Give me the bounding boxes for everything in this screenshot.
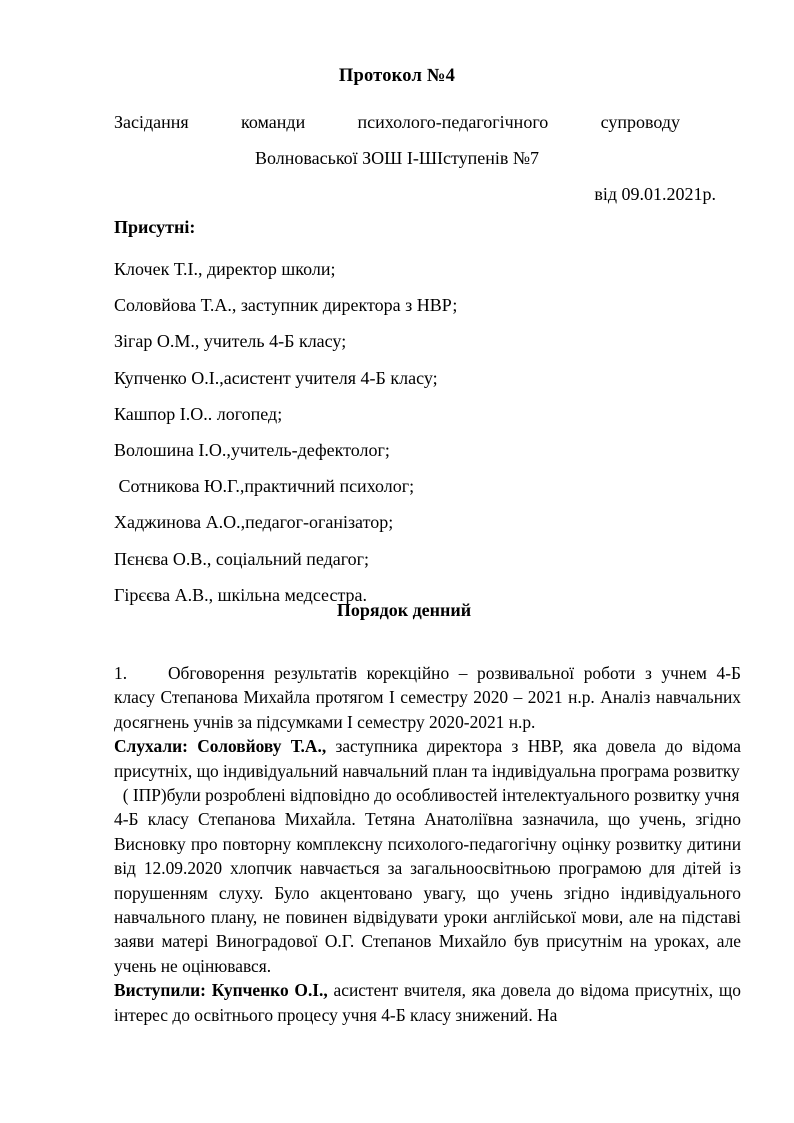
document-date: від 09.01.2021р.: [594, 184, 716, 204]
list-item: Купченко О.І.,асистент учителя 4-Б класу;: [114, 367, 438, 388]
main-paragraph: [114, 807, 741, 978]
document-subtitle-line-2: Волноваської ЗОШ І-ШІступенів №7: [254, 148, 540, 168]
ipr-text: ( ІПР)були розроблені відповідно до особливостей інтелектуального розвитку учня: [122, 785, 740, 806]
list-item: Соловйова Т.А., заступник директора з НВР;: [114, 295, 458, 316]
document-subtitle-line-1: Засідання команди психолого-педагогічного супроводу: [114, 112, 680, 132]
agenda-heading: Порядок денний: [336, 600, 472, 620]
agenda-item-text: Обговорення результатів корекційно – розвивальної роботи з учнем 4-Б класу Степанова Михайла протягом І семестру 2020 – 2021 н.р. Аналіз навчальних досягнень учнів за підсумками І семестру 2020-2021 н.р.: [114, 663, 741, 732]
agenda-item-paragraph: [114, 661, 741, 734]
ipr-paragraph: [114, 783, 741, 807]
list-item: Волошина І.О.,учитель-дефектолог;: [114, 439, 390, 460]
spoke-label: Виступили: Купченко О.І.,: [114, 980, 328, 1001]
heard-label: Слухали: Соловйову Т.А.,: [114, 736, 327, 757]
list-item: Хаджинова А.О.,педагог-оганізатор;: [114, 512, 394, 533]
spoke-paragraph: [114, 978, 741, 1027]
attendees-heading: Присутні:: [114, 217, 196, 237]
list-item: Пєнєва О.В., соціальний педагог;: [114, 548, 370, 569]
list-item: Клочек Т.І., директор школи;: [114, 259, 336, 279]
main-paragraph-text: 4-Б класу Степанова Михайла. Тетяна Анатоліївна зазначила, що учень, згідно Висновку про повторну комплексну психолого-педагогічну оцінку розвитку дитини від 12.09.2020 хлопчик навчається за загальноосвітньою програмою для дітей із порушенням слуху. Було акцентовано увагу, що учень згідно індивідуального навчального плану, не повинен відвідувати уроки англійської мови, але на підставі заяви матері Виноградової О.Г. Степанов Михайло був присутнім на уроках, але учень не оцінювався.: [114, 809, 741, 976]
spoke-text: асистент вчителя, яка довела до відома присутніх, що інтерес до освітнього процесу учня 4-Б класу знижений. На: [114, 980, 741, 1025]
list-item: Кашпор І.О.. логопед;: [114, 403, 283, 424]
page-title: Протокол №4: [338, 66, 456, 86]
minutes-body: [114, 661, 741, 1027]
agenda-item-number: 1.: [114, 663, 128, 683]
heard-paragraph: [114, 734, 741, 783]
list-item: Гірєєва А.В., шкільна медсестра.: [114, 584, 368, 605]
list-item: Сотникова Ю.Г.,практичний психолог;: [114, 476, 415, 497]
list-item: Зігар О.М., учитель 4-Б класу;: [114, 331, 347, 352]
attendees-list: [114, 251, 714, 613]
heard-text: заступника директора з НВР, яка довела до відома присутніх, що індивідуальний навчальний план та індивідуальна програма розвитку: [114, 736, 741, 781]
